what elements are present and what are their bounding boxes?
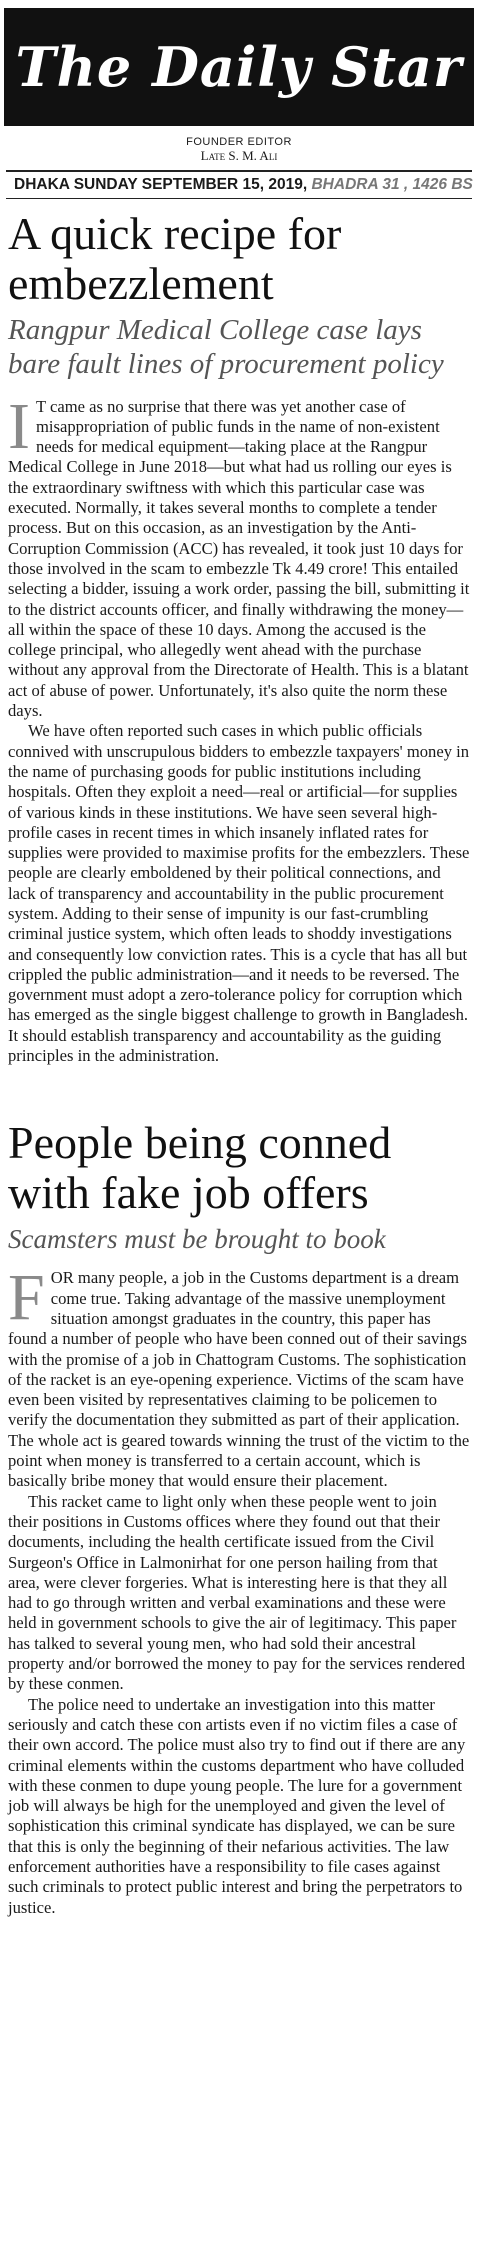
editorial-article-2 xyxy=(0,1118,478,1918)
founder-label: FOUNDER EDITOR xyxy=(186,136,292,148)
masthead-banner xyxy=(4,8,474,126)
drop-cap: I xyxy=(8,389,30,463)
date-text: DHAKA SUNDAY SEPTEMBER 15, 2019, xyxy=(14,175,308,193)
founder-block xyxy=(0,136,478,164)
founder-name: Late S. M. Ali xyxy=(200,147,278,163)
bengali-date: BHADRA 31 , 1426 BS xyxy=(311,175,473,193)
editorial-article-1 xyxy=(0,209,478,1067)
drop-cap: F xyxy=(8,1261,45,1335)
article-body xyxy=(8,1261,470,1918)
article-paragraph: The police need to undertake an investigation into this matter seriously and catch these con artists even if no victim files a case of their own accord. The police must also try to find out if there are any criminal elements within the customs department who have colluded with these conmen to dupe young people. The lure for a government job will always be high for the unemployed and given the level of sophistication this criminal syndicate has displayed, we can be sure that this is only the beginning of their nefarious activities. The law enforcement authorities have a responsibility to file cases against such criminals to protect public interest and bring the perpetrators to justice. xyxy=(8,1694,466,1917)
masthead xyxy=(0,8,478,199)
newspaper-logo: The Daily Star xyxy=(15,35,463,99)
paragraph-text: T came as no surprise that there was yet another case of misappropriation of public funds in the name of non-existent needs for medical equipment—taking place at the Rangpur Medical College in June 2018—but what had us rolling our eyes is the extraordinary swiftness with which this particular case was executed. Normally, it takes several months to complete a tender process. But on this occasion, as an investigation by the Anti-Corruption Commission (ACC) has revealed, it took just 10 days for those involved in the scam to embezzle Tk 4.49 crore! This entailed selecting a bidder, issuing a work order, passing the bill, submitting it to the district accounts officer, and finally withdrawing the money—all within the space of these 10 days. Among the accused is the college principal, who allegedly went ahead with the purchase without any approval from the Directorate of Health. This is a blatant act of abuse of power. Unfortunately, it's also quite the norm these days. xyxy=(8,396,470,721)
article-paragraph xyxy=(8,389,470,722)
article-headline: People being conned with fake job offers xyxy=(8,1117,392,1219)
article-paragraph: We have often reported such cases in which public officials connived with unscrupulous bidders to embezzle taxpayers' money in the name of purchasing goods for public institutions including hospitals. Often they exploit a need—real or artificial—for supplies of various kinds in these institutions. We have seen several high-profile cases in recent times in which insanely inflated rates for supplies were provided to maximise profits for the embezzlers. These people are clearly emboldened by their political connections, and lack of transparency and accountability in the public procurement system. Adding to their sense of impunity is our fast-crumbling criminal justice system, which often leads to shoddy investigations and consequently low conviction rates. This is a cycle that has all but crippled the public administration—and it needs to be reversed. The government must adopt a zero-tolerance policy for corruption which has emerged as the single biggest challenge to growth in Bangladesh. It should establish transparency and accountability as the guiding principles in the administration. xyxy=(8,721,470,1066)
paragraph-text: OR many people, a job in the Customs department is a dream come true. Taking advantage of the massive unemployment situation amongst graduates in the country, this paper has found a number of people who have been conned out of their savings with the promise of a job in Chattogram Customs. The sophistication of the racket is an eye-opening experience. Victims of the scam have even been visited by representatives claiming to be policemen to verify the documentation they submitted as part of their application. The whole act is geared towards winning the trust of the victim to the point when money is transferred to a certain account, which is basically bribe money that would ensure their placement. xyxy=(8,1268,470,1491)
article-headline: A quick recipe for embezzlement xyxy=(8,207,342,309)
article-paragraph: This racket came to light only when these people went to join their positions in Customs offices where they found out that their documents, including the health certificate issued from the Civil Surgeon's Office in Lalmonirhat for one person hailing from that area, were clever forgeries. What is interesting here is that they all had to go through written and verbal examinations and these were held in government schools to give the air of legitimacy. This paper has talked to several young men, who had sold their ancestral property and/or borrowed the money to pay for the services rendered by these conmen. xyxy=(8,1491,466,1694)
article-paragraph xyxy=(8,1261,470,1491)
article-subhead: Scamsters must be brought to book xyxy=(8,1224,386,1255)
article-body xyxy=(8,389,470,1067)
dateline xyxy=(6,170,472,199)
article-subhead: Rangpur Medical College case lays bare fault lines of procurement policy xyxy=(8,313,444,380)
